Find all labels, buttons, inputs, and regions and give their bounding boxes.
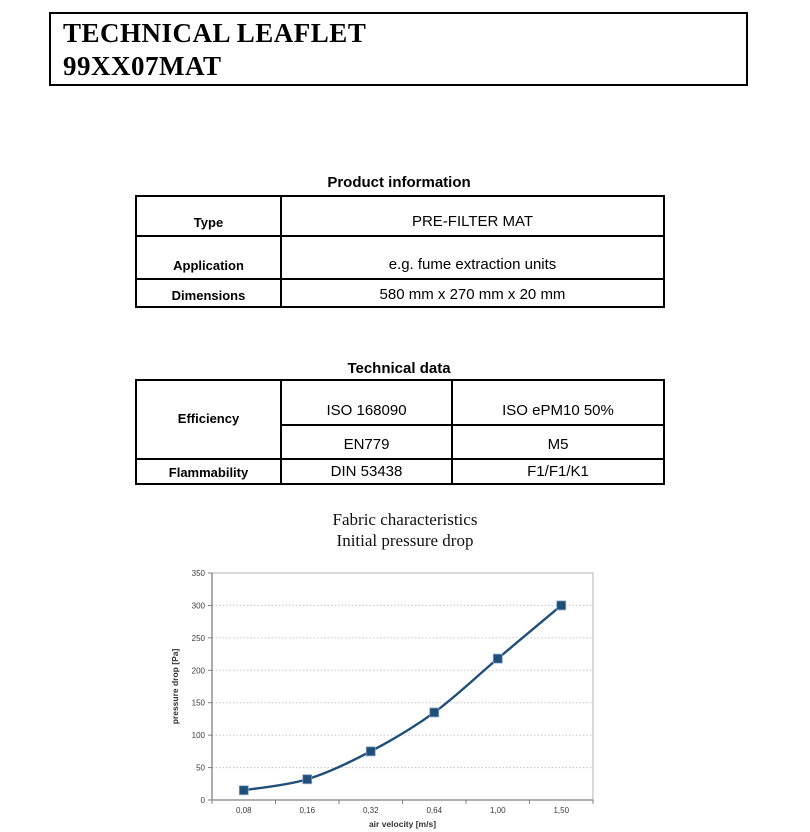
efficiency-value: ISO ePM10 50% <box>452 380 664 425</box>
x-axis-ticks <box>212 800 593 815</box>
y-tick-label: 50 <box>196 763 205 773</box>
y-axis-ticks <box>192 569 212 805</box>
plot-border <box>212 573 593 800</box>
flammability-value: F1/F1/K1 <box>452 459 664 484</box>
chart-data-point <box>239 786 248 795</box>
y-tick-label: 150 <box>191 698 205 708</box>
y-tick-label: 200 <box>191 666 205 676</box>
chart-data-point <box>303 775 312 784</box>
y-tick-label: 300 <box>191 601 205 611</box>
chart-data-point <box>493 654 502 663</box>
pressure-drop-chart <box>165 556 635 832</box>
chart-data-point <box>557 601 566 610</box>
product-row-label: Application <box>136 236 281 279</box>
product-row-value: PRE-FILTER MAT <box>281 196 664 236</box>
x-tick-label: 1,50 <box>553 806 570 815</box>
table-row <box>136 279 664 307</box>
efficiency-label: Efficiency <box>136 380 281 459</box>
chart-data-point <box>430 708 439 717</box>
y-tick-label: 250 <box>191 633 205 643</box>
table-row <box>136 236 664 279</box>
product-info-title: Product information <box>327 174 471 191</box>
technical-data-title: Technical data <box>347 360 451 377</box>
y-tick-label: 100 <box>191 731 205 741</box>
leaflet-title: TECHNICAL LEAFLET <box>63 18 367 48</box>
efficiency-value: M5 <box>452 425 664 459</box>
pressure-drop-chart-svg <box>165 556 635 832</box>
y-tick-label: 0 <box>200 796 205 805</box>
chart-data-points <box>239 601 566 795</box>
chart-data-point <box>366 747 375 756</box>
x-tick-label: 0,08 <box>235 806 252 815</box>
product-info-table <box>135 195 665 308</box>
y-tick-label: 350 <box>191 569 205 578</box>
x-tick-label: 0,64 <box>426 806 443 815</box>
chart-gridlines <box>212 573 593 768</box>
chart-series-line <box>244 605 562 790</box>
header-box <box>49 12 748 86</box>
y-axis-title: pressure drop [Pa] <box>170 648 180 725</box>
flammability-label: Flammability <box>136 459 281 484</box>
leaflet-part-number: 99XX07MAT <box>63 51 222 81</box>
x-tick-label: 0,16 <box>299 806 316 815</box>
table-row <box>136 459 664 484</box>
chart-caption-line1: Fabric characteristics <box>332 510 478 529</box>
efficiency-standard: ISO 168090 <box>281 380 452 425</box>
chart-axes <box>212 573 593 800</box>
product-row-value: e.g. fume extraction units <box>281 236 664 279</box>
table-row <box>136 380 664 425</box>
efficiency-standard: EN779 <box>281 425 452 459</box>
product-row-label: Type <box>136 196 281 236</box>
x-axis-title: air velocity [m/s] <box>368 819 437 829</box>
table-row <box>136 196 664 236</box>
x-tick-label: 0,32 <box>362 806 379 815</box>
product-row-label: Dimensions <box>136 279 281 307</box>
chart-caption <box>0 509 810 551</box>
technical-data-table <box>135 379 665 485</box>
x-tick-label: 1,00 <box>489 806 506 815</box>
chart-caption-line2: Initial pressure drop <box>336 531 474 550</box>
flammability-standard: DIN 53438 <box>281 459 452 484</box>
product-row-value: 580 mm x 270 mm x 20 mm <box>281 279 664 307</box>
